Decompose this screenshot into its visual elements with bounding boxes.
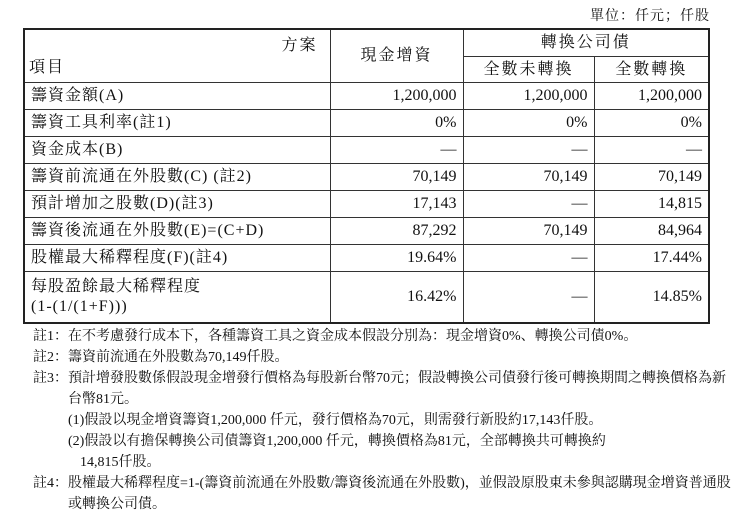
row-label: 籌資金額(A)	[24, 83, 330, 110]
convertible-bond-header: 轉換公司債	[463, 29, 709, 57]
cb-fully-converted-header: 全數轉換	[594, 57, 709, 83]
row-label: 預計增加之股數(D)(註3)	[24, 191, 330, 218]
row-label: 籌資前流通在外股數(C) (註2)	[24, 164, 330, 191]
row-label: 籌資工具利率(註1)	[24, 110, 330, 137]
footnote-tag: 註2：	[33, 350, 68, 365]
cash-value: 16.42%	[330, 272, 463, 324]
table-row	[24, 137, 709, 164]
table-row	[24, 83, 709, 110]
row-label: 籌資後流通在外股數(E)=(C+D)	[24, 218, 330, 245]
cb-all-value: 0%	[594, 110, 709, 137]
table-row	[24, 110, 709, 137]
cb-all-value: 17.44%	[594, 245, 709, 272]
footnote-text: 股權最大稀釋程度=1-(籌資前流通在外股數/籌資後流通在外股數)，並假設原股東未參與認購現金增資普通股或轉換公司債。	[68, 476, 731, 512]
corner-header-cell	[24, 29, 330, 83]
item-header: 項目	[29, 59, 66, 76]
cash-increase-header: 現金增資	[330, 29, 463, 83]
cb-none-value: —	[463, 245, 594, 272]
cb-all-value: —	[594, 137, 709, 164]
footnote-3-item-1: (1)假設以現金增資籌資1,200,000 仟元，發行價格為70元，則需發行新股約17,143仟股。	[68, 413, 603, 428]
footnote-1	[33, 326, 733, 347]
financing-comparison-table	[23, 28, 710, 324]
cb-all-value: 70,149	[594, 164, 709, 191]
cash-value: 1,200,000	[330, 83, 463, 110]
cash-value: 87,292	[330, 218, 463, 245]
footnotes	[33, 326, 733, 515]
table-row	[24, 164, 709, 191]
footnote-4	[33, 473, 733, 515]
unit-label: 單位：仟元；仟股	[590, 9, 710, 24]
row-label: 資金成本(B)	[24, 137, 330, 164]
footnote-tag: 註1：	[33, 329, 68, 344]
table-row	[24, 272, 709, 324]
row-label: 股權最大稀釋程度(F)(註4)	[24, 245, 330, 272]
footnote-2	[33, 347, 733, 368]
cb-none-value: 70,149	[463, 164, 594, 191]
cb-none-value: 0%	[463, 110, 594, 137]
table-row	[24, 191, 709, 218]
cb-none-value: —	[463, 272, 594, 324]
cb-all-value: 1,200,000	[594, 83, 709, 110]
cb-all-value: 84,964	[594, 218, 709, 245]
footnote-text: 預計增發股數係假設現金增發行價格為每股新台幣70元；假設轉換公司債發行後可轉換期間之轉換價格為新台幣81元。	[68, 371, 726, 407]
footnote-tag: 註3：	[33, 371, 68, 386]
cb-none-value: 1,200,000	[463, 83, 594, 110]
footnote-3	[33, 368, 733, 473]
cash-value: —	[330, 137, 463, 164]
footnote-text: 在不考慮發行成本下，各種籌資工具之資金成本假設分別為：現金增資0%、轉換公司債0%。	[68, 329, 638, 344]
table-row	[24, 245, 709, 272]
cash-value: 0%	[330, 110, 463, 137]
footnote-tag: 註4：	[33, 476, 68, 491]
table-row	[24, 218, 709, 245]
footnote-text: 籌資前流通在外股數為70,149仟股。	[68, 350, 289, 365]
row-label-line2: (1-(1/(1+F)))	[31, 298, 128, 315]
cb-not-converted-header: 全數未轉換	[463, 57, 594, 83]
cash-value: 19.64%	[330, 245, 463, 272]
cash-value: 70,149	[330, 164, 463, 191]
plan-header: 方案	[281, 37, 318, 54]
cb-none-value: —	[463, 137, 594, 164]
row-label-line1: 每股盈餘最大稀釋程度	[31, 278, 202, 295]
cb-all-value: 14.85%	[594, 272, 709, 324]
cb-none-value: —	[463, 191, 594, 218]
cb-all-value: 14,815	[594, 191, 709, 218]
cash-value: 17,143	[330, 191, 463, 218]
row-label	[24, 272, 330, 324]
footnote-3-item-2: (2)假設以有擔保轉換公司債籌資1,200,000 仟元，轉換價格為81元，全部轉換共可轉換約 14,815仟股。	[68, 434, 606, 470]
cb-none-value: 70,149	[463, 218, 594, 245]
